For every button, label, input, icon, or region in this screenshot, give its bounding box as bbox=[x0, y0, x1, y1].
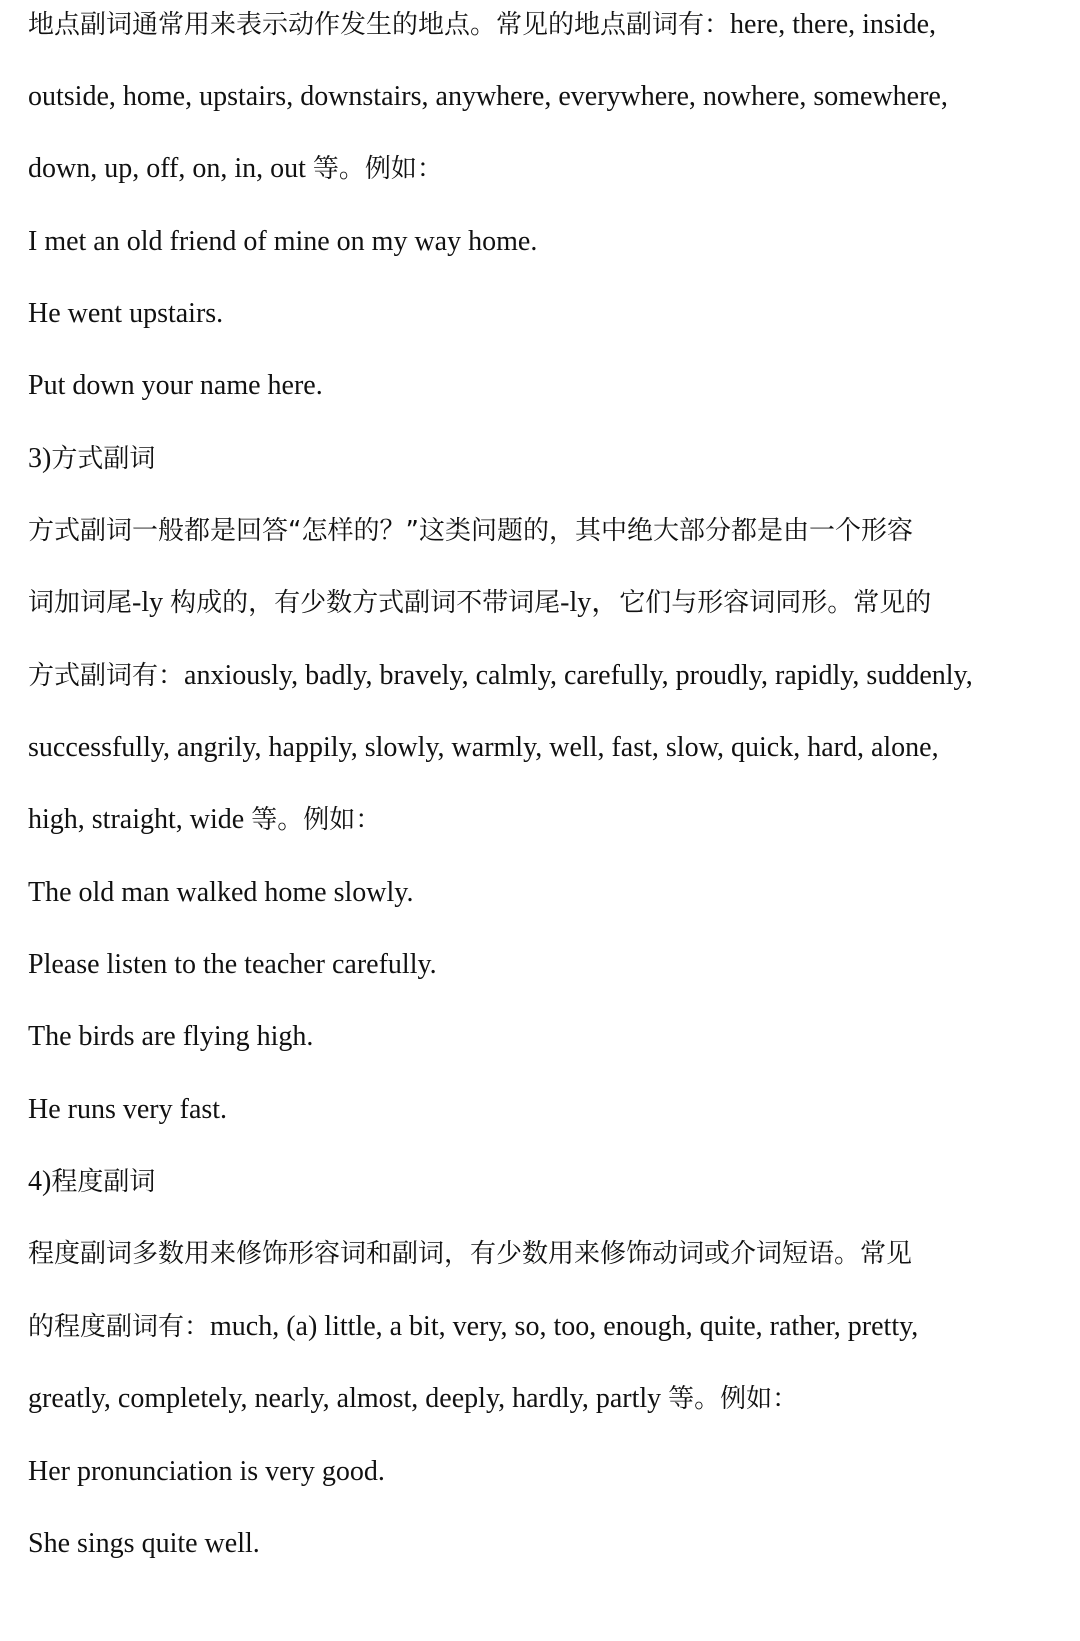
paragraph-degree-line-2 bbox=[28, 1310, 918, 1344]
text-en: greatly, completely, nearly, almost, deeply, hardly, partly bbox=[28, 1383, 669, 1414]
example-sentence: Please listen to the teacher carefully. bbox=[28, 949, 437, 980]
paragraph-manner-line-1 bbox=[28, 514, 913, 548]
text-zh: 地点副词通常用来表示动作发生的地点。常见的地点副词有： bbox=[28, 10, 731, 40]
example-sentence: I met an old friend of mine on my way home. bbox=[28, 226, 538, 257]
text-zh: 词加词尾 bbox=[28, 588, 133, 618]
heading-number: 3) bbox=[28, 443, 52, 474]
text-zh: 它们与形容词同形。常见的 bbox=[619, 588, 932, 618]
text-en: down, up, off, on, in, out bbox=[28, 153, 313, 184]
text-zh: 方式副词有： bbox=[28, 661, 185, 691]
text-zh: 等。例如： bbox=[668, 1384, 799, 1414]
example-sentence: Put down your name here. bbox=[28, 370, 323, 401]
heading-number: 4) bbox=[28, 1166, 52, 1197]
paragraph-manner-line-5 bbox=[28, 803, 381, 837]
paragraph-place-line-2 bbox=[28, 80, 948, 114]
text-en: anxiously, badly, bravely, calmly, carefully, proudly, rapidly, suddenly, bbox=[184, 660, 973, 691]
text-en: outside, home, upstairs, downstairs, anywhere, everywhere, nowhere, somewhere, bbox=[28, 81, 948, 112]
paragraph-degree-line-1 bbox=[28, 1237, 912, 1271]
text-zh: 等。例如： bbox=[251, 805, 382, 835]
text-en: much, (a) little, a bit, very, so, too, enough, quite, rather, pretty, bbox=[210, 1311, 919, 1342]
text-zh: 方式副词一般都是回答“怎样的？”这类问题的，其中绝大部分都是由一个形容 bbox=[28, 516, 913, 546]
heading-title: 方式副词 bbox=[51, 444, 156, 474]
paragraph-degree-line-3 bbox=[28, 1382, 798, 1416]
example-sentence: Her pronunciation is very good. bbox=[28, 1456, 385, 1487]
text-en: -ly bbox=[132, 587, 171, 618]
section-heading-degree bbox=[28, 1165, 155, 1199]
paragraph-place-line-1 bbox=[28, 8, 936, 42]
paragraph-manner-line-4 bbox=[28, 731, 939, 765]
text-zh: 等。例如： bbox=[312, 154, 443, 184]
text-zh: 构成的，有少数方式副词不带词尾 bbox=[170, 588, 561, 618]
text-en: successfully, angrily, happily, slowly, warmly, well, fast, slow, quick, hard, alone, bbox=[28, 732, 939, 763]
paragraph-place-line-3 bbox=[28, 152, 443, 186]
heading-title: 程度副词 bbox=[51, 1167, 156, 1197]
text-zh: 程度副词多数用来修饰形容词和副词，有少数用来修饰动词或介词短语。常见 bbox=[28, 1239, 913, 1269]
text-en: high, straight, wide bbox=[28, 804, 252, 835]
paragraph-manner-line-3 bbox=[28, 659, 973, 693]
text-en: -ly， bbox=[560, 587, 620, 618]
example-sentence: She sings quite well. bbox=[28, 1528, 260, 1559]
text-en: here, there, inside, bbox=[730, 9, 937, 40]
paragraph-manner-line-2 bbox=[28, 586, 931, 620]
section-heading-manner bbox=[28, 442, 155, 476]
example-sentence: He runs very fast. bbox=[28, 1094, 228, 1125]
example-sentence: The birds are flying high. bbox=[28, 1021, 314, 1052]
example-sentence: He went upstairs. bbox=[28, 298, 224, 329]
example-sentence: The old man walked home slowly. bbox=[28, 877, 414, 908]
text-zh: 的程度副词有： bbox=[28, 1312, 211, 1342]
